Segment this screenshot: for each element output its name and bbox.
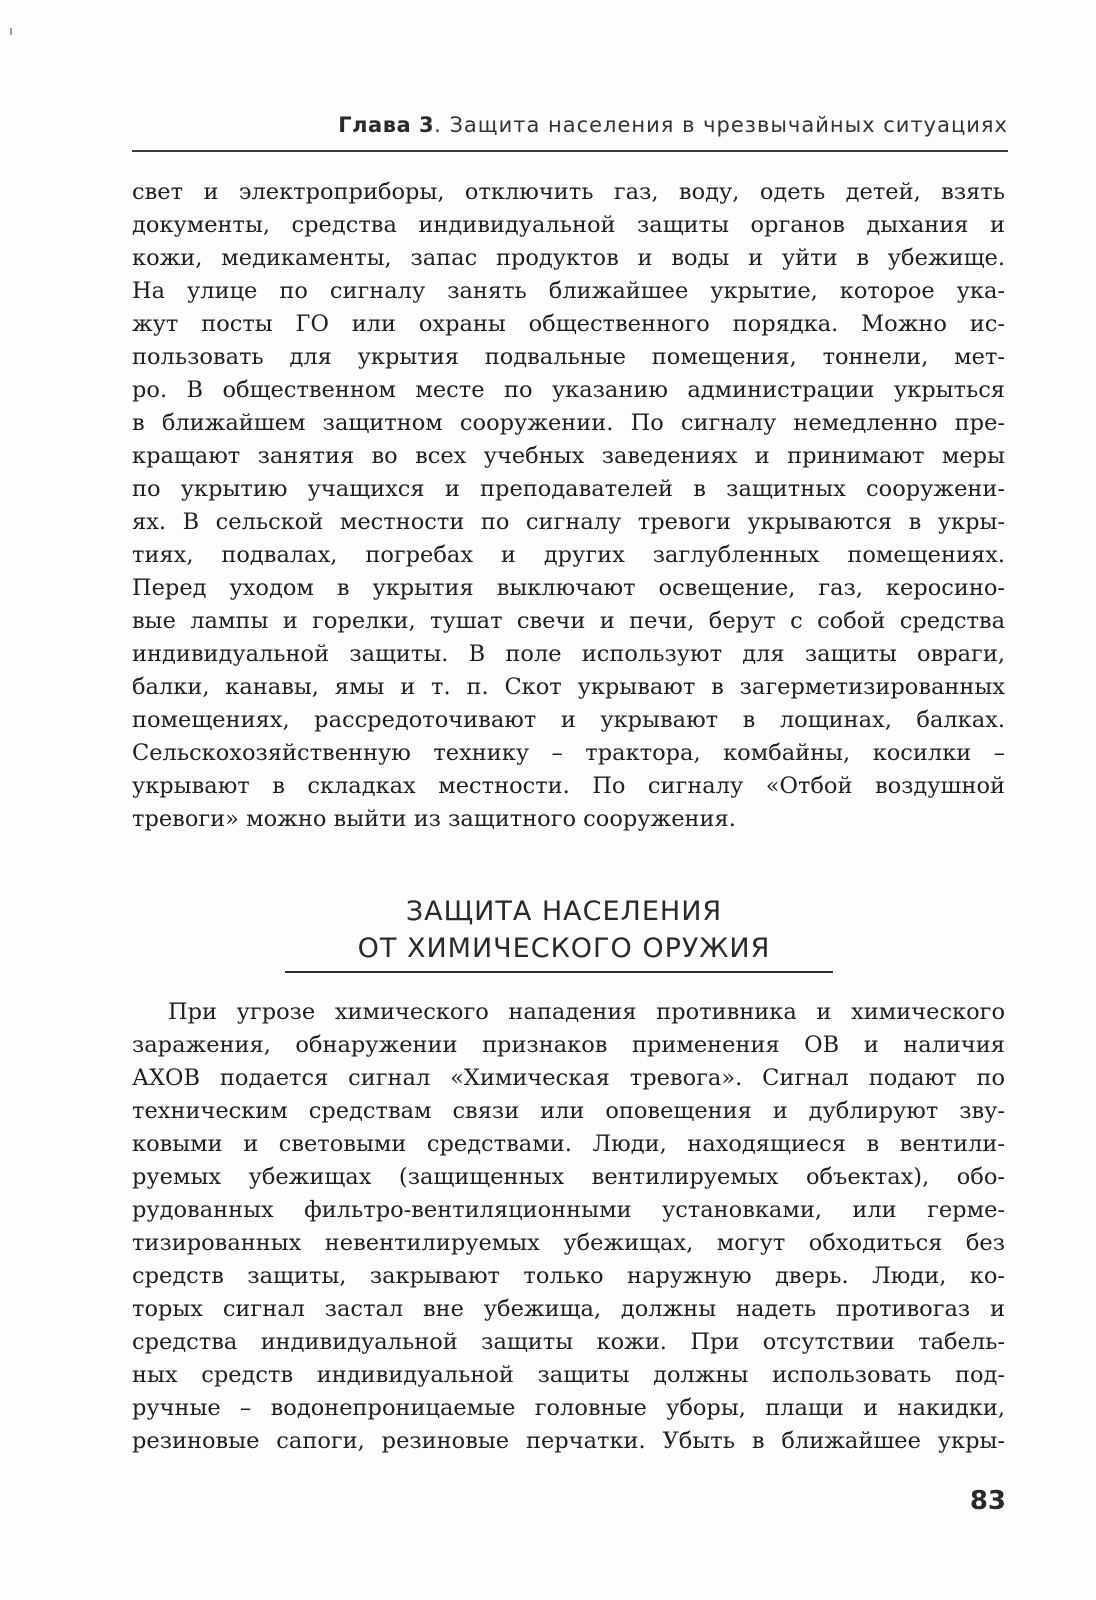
text-line: жут посты ГО или охраны общественного порядка. Можно ис- — [132, 311, 1005, 337]
text-line: руемых убежищах (защищенных вентилируемых объектах), обо- — [132, 1164, 1005, 1190]
text-line: укрывают в складках местности. По сигналу «Отбой воздушной — [132, 773, 1005, 799]
text-line: На улице по сигналу занять ближайшее укрытие, которое ука- — [132, 278, 1005, 304]
text-line: ковыми и световыми средствами. Люди, находящиеся в вентили- — [132, 1131, 1005, 1157]
paragraph-1 — [132, 176, 1005, 836]
text-line: Сельскохозяйственную технику – трактора, комбайны, косилки – — [132, 740, 1005, 766]
text-line: тизированных невентилируемых убежищах, могут обходиться без — [132, 1230, 1005, 1256]
text-line: тиях, подвалах, погребах и других заглубленных помещениях. — [132, 542, 1005, 568]
text-line: При угрозе химического нападения противника и химического — [168, 999, 1005, 1025]
section-title — [290, 893, 838, 967]
text-line: рудованных фильтро-вентиляционными установками, или герме- — [132, 1197, 1005, 1223]
scan-artifact — [10, 28, 12, 35]
text-line: ных средств индивидуальной защиты должны использовать под- — [132, 1362, 1005, 1388]
chapter-label: Глава 3 — [338, 113, 435, 137]
header-rule — [132, 150, 1008, 152]
text-line: АХОВ подается сигнал «Химическая тревога». Сигнал подают по — [132, 1065, 1005, 1091]
text-line: средств защиты, закрывают только наружную дверь. Люди, ко- — [132, 1263, 1005, 1289]
chapter-topic: . Защита населения в чрезвычайных ситуациях — [434, 113, 1008, 137]
text-line: техническим средствам связи или оповещения и дублируют зву- — [132, 1098, 1005, 1124]
text-line: средства индивидуальной защиты кожи. При отсутствии табель- — [132, 1329, 1005, 1355]
section-title-line-1: ЗАЩИТА НАСЕЛЕНИЯ — [405, 896, 723, 927]
text-line: ручные – водонепроницаемые головные уборы, плащи и накидки, — [132, 1395, 1005, 1421]
section-title-line-2: ОТ ХИМИЧЕСКОГО ОРУЖИЯ — [357, 933, 771, 964]
text-line: заражения, обнаружении признаков применения ОВ и наличия — [132, 1032, 1005, 1058]
text-line: свет и электроприборы, отключить газ, воду, одеть детей, взять — [132, 179, 1005, 205]
running-head — [132, 113, 1008, 137]
text-line: пользовать для укрытия подвальные помещения, тоннели, мет- — [132, 344, 1005, 370]
text-line: кращают занятия во всех учебных заведениях и принимают меры — [132, 443, 1005, 469]
text-line: кожи, медикаменты, запас продуктов и воды и уйти в убежище. — [132, 245, 1005, 271]
text-line: Перед уходом в укрытия выключают освещение, газ, керосино- — [132, 575, 1005, 601]
text-line: вые лампы и горелки, тушат свечи и печи, берут с собой средства — [132, 608, 1005, 634]
paragraph-2 — [132, 996, 1005, 1458]
text-line: тревоги» можно выйти из защитного сооружения. — [132, 806, 736, 832]
page-number: 83 — [969, 1486, 1006, 1516]
text-line: балки, канавы, ямы и т. п. Скот укрывают в загерметизированных — [132, 674, 1005, 700]
text-line: в ближайшем защитном сооружении. По сигналу немедленно пре- — [132, 410, 1005, 436]
text-line: резиновые сапоги, резиновые перчатки. Убыть в ближайшее укры- — [132, 1428, 1005, 1454]
text-line: торых сигнал застал вне убежища, должны надеть противогаз и — [132, 1296, 1005, 1322]
text-line: ях. В сельской местности по сигналу тревоги укрываются в укры- — [132, 509, 1005, 535]
text-line: помещениях, рассредоточивают и укрывают в лощинах, балках. — [132, 707, 1005, 733]
text-line: документы, средства индивидуальной защиты органов дыхания и — [132, 212, 1005, 238]
text-line: индивидуальной защиты. В поле используют для защиты овраги, — [132, 641, 1005, 667]
text-line: ро. В общественном месте по указанию администрации укрыться — [132, 377, 1005, 403]
section-title-rule — [285, 971, 833, 973]
text-line: по укрытию учащихся и преподавателей в защитных сооружени- — [132, 476, 1005, 502]
